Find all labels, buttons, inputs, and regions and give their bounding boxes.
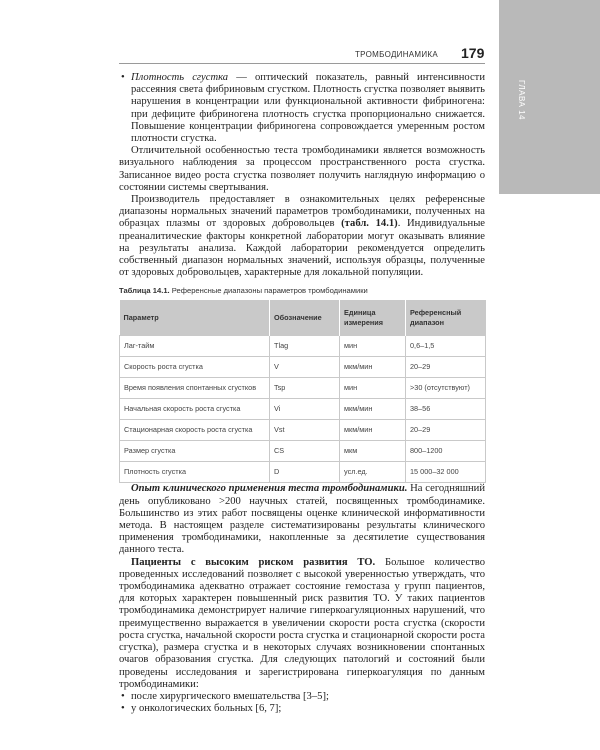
running-header: ТРОМБОДИНАМИКА [355, 50, 439, 59]
cell-unit: мин [340, 378, 406, 399]
cell-unit: мкм/мин [340, 420, 406, 441]
paragraph-clinical-experience [119, 483, 485, 556]
cell-parameter: Размер сгустка [120, 441, 270, 462]
cell-range: >30 (отсутствуют) [406, 378, 486, 399]
cell-parameter: Начальная скорость роста сгустка [120, 399, 270, 420]
cell-designation: Tsp [270, 378, 340, 399]
list-item: • после хирургического вмешательства [3–5]; [119, 691, 485, 703]
cell-parameter: Время появления спонтанных сгустков [120, 378, 270, 399]
cell-designation: Tlag [270, 336, 340, 357]
table-row [120, 462, 486, 483]
cell-parameter: Скорость роста сгустка [120, 357, 270, 378]
table-caption-label: Таблица 14.1. [119, 286, 170, 296]
header-designation: Обозначение [270, 300, 340, 336]
cell-designation: Vi [270, 399, 340, 420]
page-body [119, 72, 485, 715]
table-row [120, 378, 486, 399]
clot-density-paragraph [131, 72, 485, 145]
header-reference-range: Референсный диапазон [406, 300, 486, 336]
table-caption-text: Референсные диапазоны параметров тромбодинамики [169, 286, 368, 296]
high-risk-text: Большое количество проведенных исследований позволяет с высокой уверенностью утверждать, что тромбодинамика адекватно отражает состояние гемостаза у групп пациентов, для которых характерен повышенный риск развития ТО. У таких пациентов тромбодинамика демонстрирует наличие гиперкоагуляционных нарушений, что преимущественно выражается в увеличении скорости роста сгустка (скорости роста сгустка, начальной скорости роста сгустка и стационарной скорости роста сгустка), размера сгустка и в некоторых случаях возникновении спонтанных очагов образования сгустка. Для следующих патологий и состояний были проведены исследования и зарегистрирована гиперкоагуляция по данным тромбодинамики: [119, 556, 486, 690]
table-row [120, 357, 486, 378]
cell-designation: D [270, 462, 340, 483]
cell-range: 0,6–1,5 [406, 336, 486, 357]
cell-range: 38–56 [406, 399, 486, 420]
cell-parameter: Стационарная скорость роста сгустка [120, 420, 270, 441]
cell-range: 20–29 [406, 420, 486, 441]
paragraph-reference-ranges [119, 194, 485, 279]
cell-unit: мкм [340, 441, 406, 462]
cell-designation: V [270, 357, 340, 378]
header-unit: Единица измерения [340, 300, 406, 336]
clinical-experience-text: На сегодняшний день опубликовано >200 научных статей, посвященных тромбодинамике. Большинство из этих работ посвящены оценке клинической информативности метода. В настоящем разделе систематизированы результаты клинического применения тромбодинамики, накопленные за десятилетие существования данного теста. [119, 483, 485, 556]
reference-ranges-table [119, 300, 486, 483]
table-row [120, 336, 486, 357]
header-rule [119, 63, 485, 64]
cell-parameter: Лаг-тайм [120, 336, 270, 357]
chapter-tab-label: ГЛАВА 14 [517, 80, 526, 120]
header-parameter: Параметр [120, 300, 270, 336]
table-header-row [120, 300, 486, 336]
cell-range: 800–1200 [406, 441, 486, 462]
paragraph-reference-start: Производитель предоставляет в ознакомительных целях референсные диапазоны нормальных значений параметров тромбодинамики, полученных на образцах плазмы от здоровых добровольцев [119, 194, 485, 230]
paragraph-reference-end: . Индивидуальные преаналитические факторы конкретной лаборатории могут оказывать влияние на результаты анализа. Каждой лаборатории рекомендуется определить собственный диапазон нормальных значений, используя образцы, полученные от здоровых добровольцев, характерные для локальной популяции. [119, 218, 486, 279]
conditions-list [119, 691, 485, 715]
cell-designation: Vst [270, 420, 340, 441]
clot-density-text: — оптический показатель, равный интенсивности рассеяния света фибриновым сгустком. Плотность сгустка позволяет выявить нарушения в концентрации или функциональной активности фибриногена: при дефиците фибриногена плотность сгустка пропорционально снижается. Повышение концентрации фибриногена сопровождается умеренным ростом плотности сгустка. [131, 72, 485, 145]
cell-range: 15 000–32 000 [406, 462, 486, 483]
page-number: 179 [461, 45, 485, 61]
high-risk-heading: Пациенты с высоким риском развития ТО. [131, 556, 376, 568]
clot-density-bullet [119, 72, 485, 145]
cell-unit: мин [340, 336, 406, 357]
table-caption [119, 285, 485, 296]
table-row [120, 441, 486, 462]
cell-designation: CS [270, 441, 340, 462]
table-row [120, 399, 486, 420]
cell-unit: мкм/мин [340, 357, 406, 378]
clinical-experience-heading: Опыт клинического применения теста тромбодинамики. [131, 483, 408, 495]
cell-unit: мкм/мин [340, 399, 406, 420]
paragraph-high-risk [119, 557, 485, 691]
table-reference: (табл. 14.1) [341, 218, 398, 230]
table-row [120, 420, 486, 441]
cell-range: 20–29 [406, 357, 486, 378]
paragraph-visual-observation: Отличительной особенностью теста тромбодинамики является возможность визуального наблюдения за процессом пространственного роста сгустка. Записанное видео роста сгустка позволяет получить наглядную информацию о состоянии системы свертывания. [119, 145, 485, 193]
list-item: • у онкологических больных [6, 7]; [119, 703, 485, 715]
cell-unit: усл.ед. [340, 462, 406, 483]
cell-parameter: Плотность сгустка [120, 462, 270, 483]
clot-density-term: Плотность сгустка [131, 72, 229, 83]
